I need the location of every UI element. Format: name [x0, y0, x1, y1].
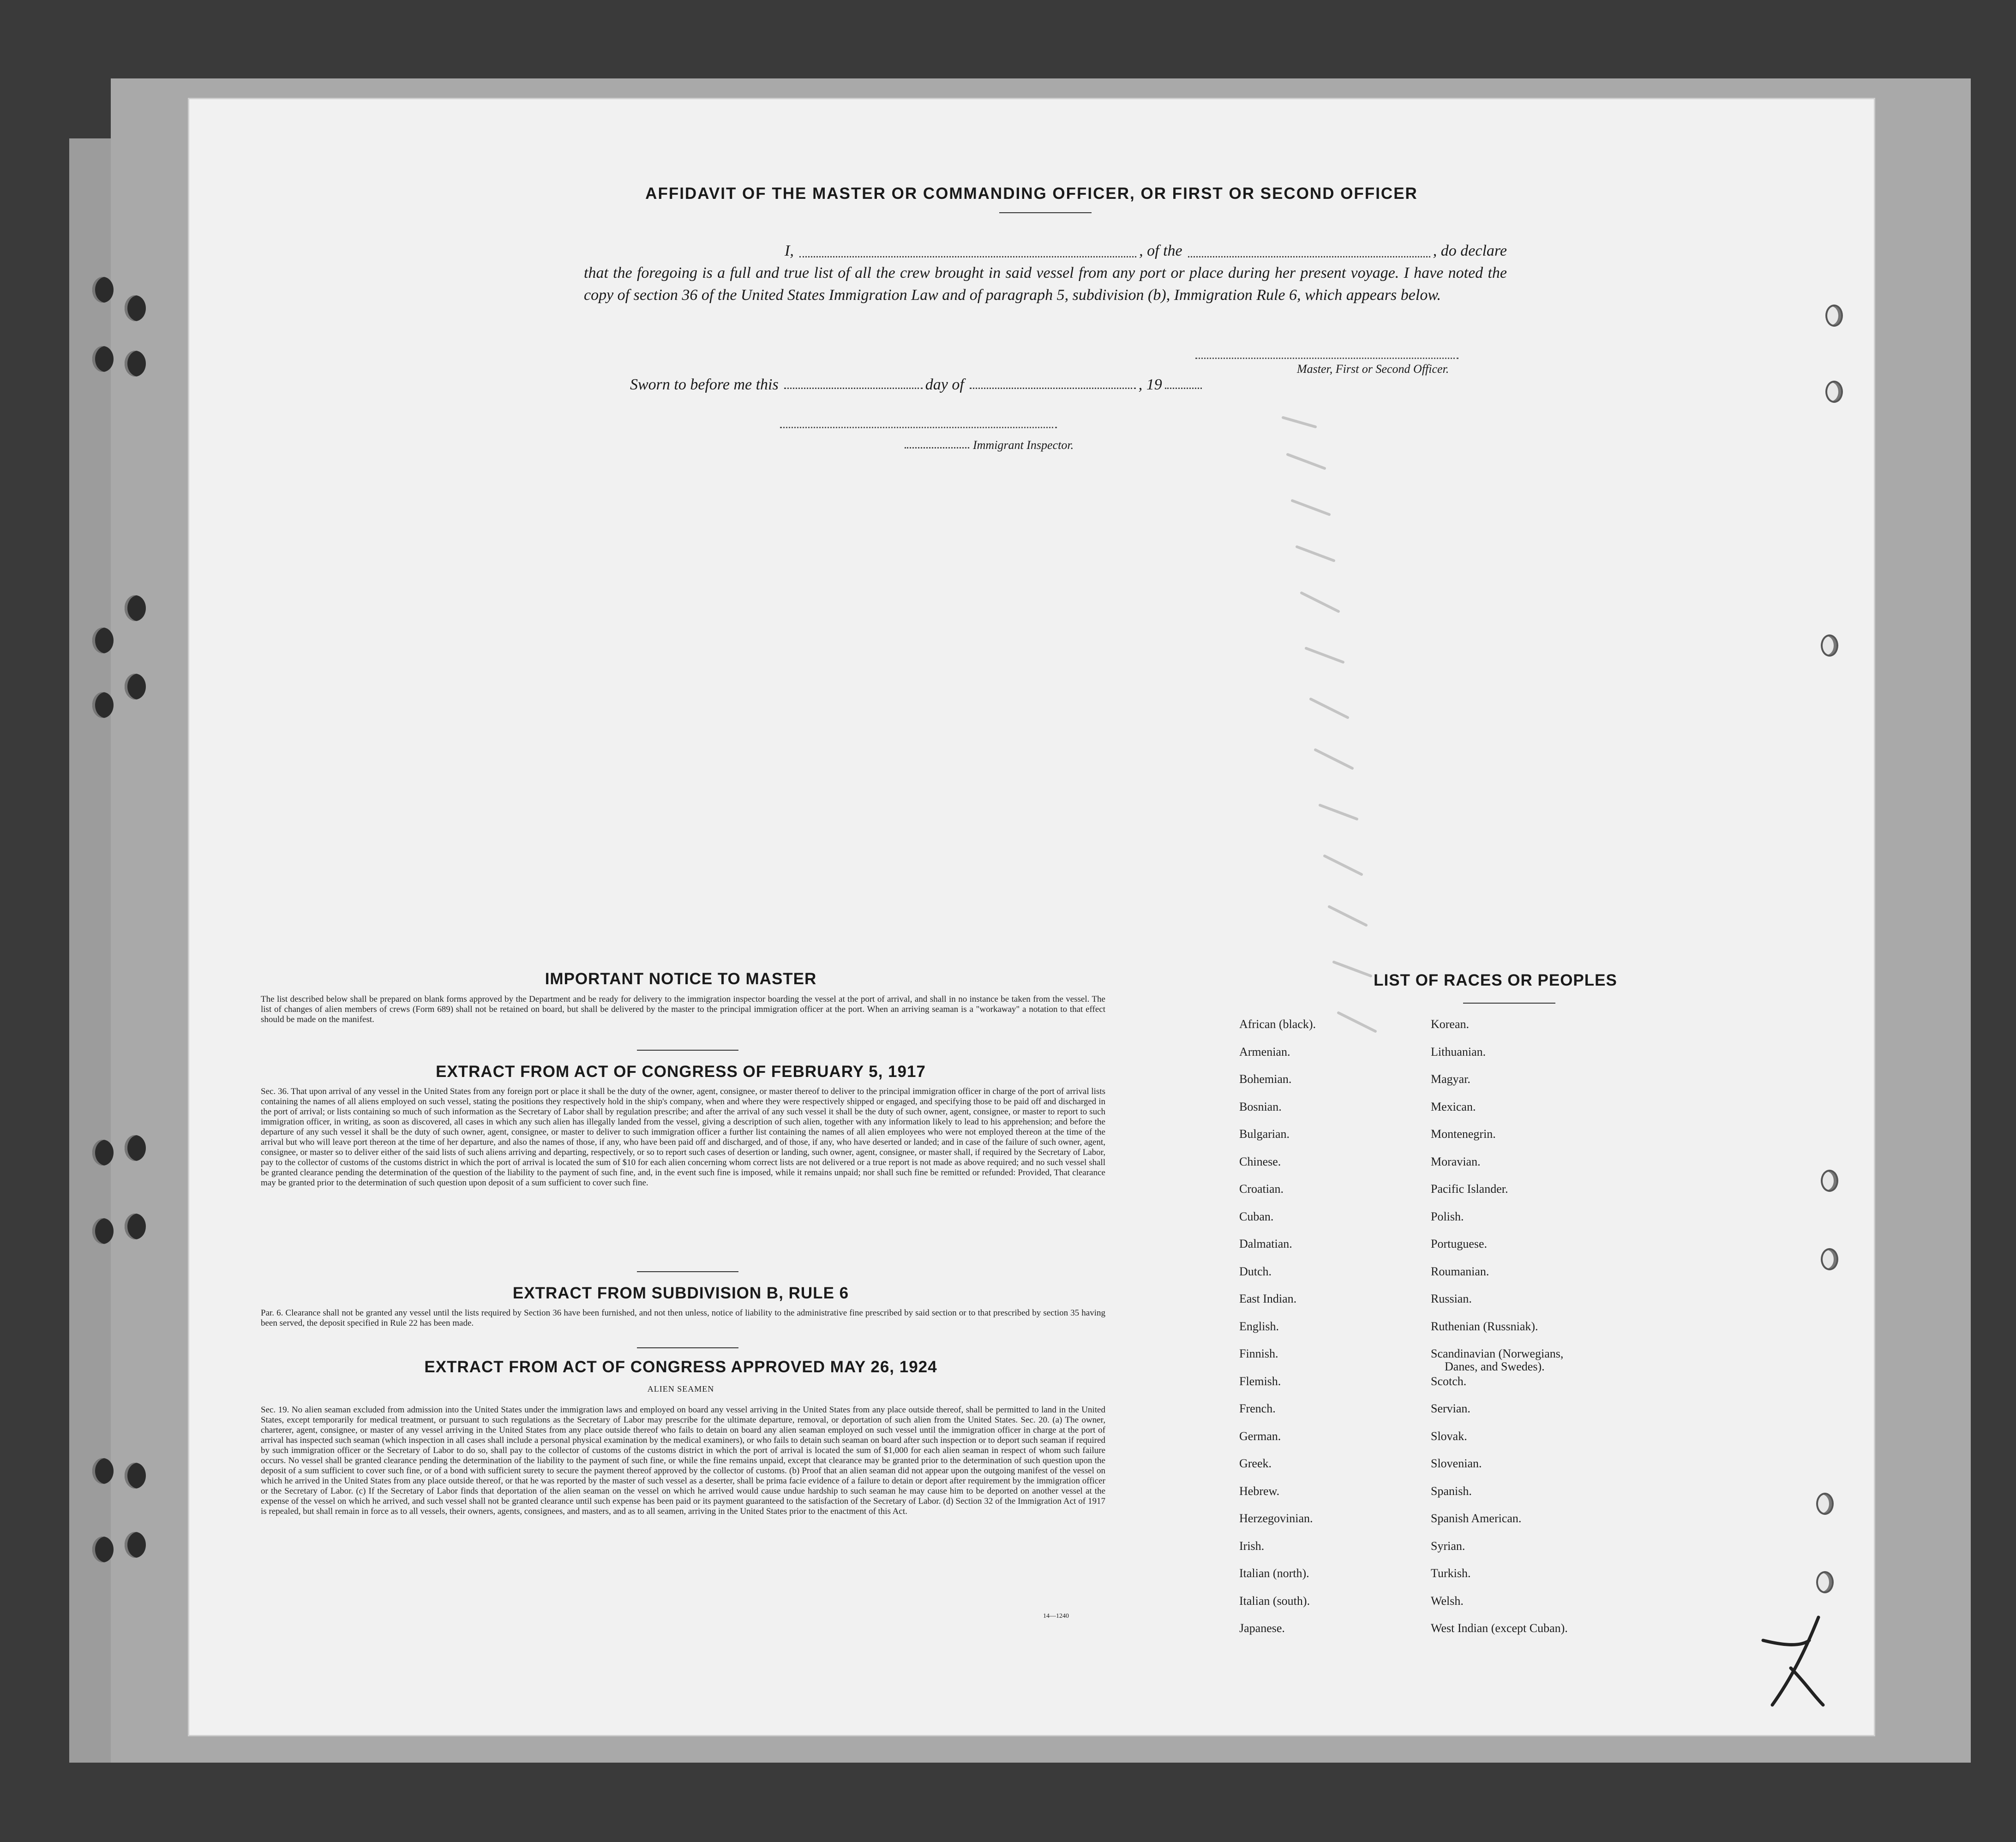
race-item: Irish. — [1239, 1539, 1265, 1553]
handwritten-mark — [1745, 1613, 1837, 1714]
race-item: Slovak. — [1431, 1429, 1467, 1443]
race-item: Japanese. — [1239, 1621, 1285, 1635]
extract-1917-body: Sec. 36. That upon arrival of any vessel in the United States from any foreign port or place it shall be the duty of the owner, agent, consignee, or master thereof to deliver to the principal immigration officer in charge of the port of arrival lists containing the names of all aliens employed on such vessel, stating the positions they respectively hold in the ship's company, when and where they were respectively shipped or engaged, and specifying those to be paid off and discharged in the port of arrival; or lists containing so much of such information as the Secretary of Labor shall by regulation prescribe; and after the arrival of any such vessel it shall be the duty of such owner, agent, consignee, or master to report to such immigration officer, in writing, as soon as discovered, all cases in which any such alien has illegally landed from the vessel, giving a description of such alien, together with any information likely to lead to his apprehension; and before the departure of any such vessel it shall be the duty of such owner, agent, consignee, or master to deliver to such immigration officer a further list containing the names of all alien employees who were not employed thereon at the time of the arrival but who will leave port thereon at the time of her departure, and also the names of those, if any, who have been paid off and discharged, and of those, if any, who have deserted or landed; and in case of the failure of such owner, agent, consignee, or master so to deliver either of the said lists of such aliens arriving and departing, respectively, or so to report such cases of desertion or landing, such owner, agent, consignee, or master shall, if required by the Secretary of Labor, pay to the collector of customs of the customs district in which the port of arrival is located the sum of $10 for each alien concerning whom correct lists are not delivered or a true report is not made as above required; and no such vessel shall be granted clearance pending the determination of the question of the liability to the payment of such fine, and, in the event such fine is imposed, while it remains unpaid; nor shall such fine be remitted or refunded: Provided, That clearance may be granted prior to the determination of such question upon deposit of a sum sufficient to cover such fine. — [261, 1087, 1105, 1188]
extract-1924-body: Sec. 19. No alien seaman excluded from admission into the United States under the immigration laws and employed on board any vessel arriving in the United States from any place outside thereof, shall be permitted to land in the United States, except temporarily for medical treatment, or pursuant to such regulations as the Secretary of Labor may prescribe for the ultimate departure, removal, or deportation of such alien from the United States. Sec. 20. (a) The owner, charterer, agent, consignee, or master of any vessel arriving in the United States from any place outside thereof who fails to detain on board any alien seaman employed on such vessel until the immigration officer in charge at the port of arrival has inspected such seaman (which inspection in all cases shall include a personal physical examination by the medical examiners), or who fails to detain such seaman on board after such inspection or to deport such seaman if required by such immigration officer or the Secretary of Labor to do so, shall pay to the collector of customs of the customs district in which the port of arrival is located the sum of $1,000 for each alien seaman in respect of whom such failure occurs. No vessel shall be granted clearance pending the determination of the liability to the payment of such fine, or while the fine remains unpaid, except that clearance may be granted prior to the determination of such question upon the deposit of a sum sufficient to cover such fine, or of a bond with sufficient surety to secure the payment thereof approved by the collector of customs. (b) Proof that an alien seaman did not appear upon the outgoing manifest of the vessel on which he arrived in the United States from any place outside thereof, or that he was reported by the master of such vessel as a deserter, shall be prima facie evidence of a failure to detain or deport after requirement by the immigration officer or the Secretary of Labor. (c) If the Secretary of Labor finds that deportation of the alien seaman on the vessel on which he arrived would cause undue hardship to such seaman he may cause him to be deported on another vessel at the expense of the vessel on which he arrived, and such vessel shall not be granted clearance until such expense has been paid or its payment guaranteed to the satisfaction of the Secretary of Labor. (d) Section 32 of the Immigration Act of 1917 is repealed, but shall remain in force as to all vessels, their owners, agents, consignees, and masters, and as to all seamen, arriving in the United States prior to the enactment of this Act. — [261, 1405, 1105, 1516]
binder-hole — [125, 1135, 146, 1161]
race-item: Scandinavian (Norwegians, — [1431, 1347, 1564, 1360]
notice-body: The list described below shall be prepared on blank forms approved by the Department and be ready for delivery to the immigration inspector boarding the vessel at the port of arrival, and shall in no instance be taken from the vessel. The list of changes of alien members of crews (Form 689) shall not be retained on board, but shall be delivered by the master to the principal immigration officer at the port. When an arriving seaman is a "workaway" a notation to that effect should be made on the manifest. — [261, 994, 1105, 1024]
binder-hole — [1821, 634, 1838, 657]
affidavit-of-the: , of the — [1139, 242, 1182, 259]
race-item: Bulgarian. — [1239, 1127, 1290, 1141]
race-item: Bohemian. — [1239, 1072, 1292, 1086]
binder-hole — [92, 277, 114, 303]
master-signature-line — [1195, 358, 1458, 359]
affidavit-text — [584, 240, 1507, 306]
affidavit-title: AFFIDAVIT OF THE MASTER OR COMMANDING OFFICER, OR FIRST OR SECOND OFFICER — [645, 185, 1418, 203]
race-item: Lithuanian. — [1431, 1045, 1486, 1059]
affidavit-body: that the foregoing is a full and true list of all the crew brought in said vessel from any port or place during her present voyage. I have noted the copy of section 36 of the United States Immigration Law and of paragraph 5, subdivision (b), Immigration Rule 6, which appears below. — [584, 264, 1507, 304]
inspector-blank — [905, 447, 969, 449]
binder-hole — [92, 1140, 114, 1166]
inspector-label: Immigrant Inspector. — [973, 438, 1074, 452]
race-item-continuation: Danes, and Swedes). — [1445, 1360, 1545, 1373]
race-item: Dalmatian. — [1239, 1237, 1292, 1250]
races-title: LIST OF RACES OR PEOPLES — [1374, 971, 1617, 989]
race-item: East Indian. — [1239, 1292, 1297, 1305]
binder-hole — [125, 674, 146, 700]
race-item: Spanish American. — [1431, 1512, 1522, 1525]
race-item: Polish. — [1431, 1209, 1464, 1223]
race-item: Scotch. — [1431, 1374, 1467, 1388]
binder-hole — [1816, 1493, 1834, 1515]
race-item: Italian (north). — [1239, 1567, 1309, 1580]
race-item: Montenegrin. — [1431, 1127, 1496, 1141]
extract-1924-subtitle: ALIEN SEAMEN — [647, 1384, 714, 1393]
inspector-signature-line — [780, 427, 1057, 428]
binder-hole — [92, 628, 114, 653]
race-item: Finnish. — [1239, 1347, 1278, 1360]
binder-hole — [1825, 305, 1843, 327]
race-item: German. — [1239, 1429, 1281, 1443]
binder-hole — [92, 1218, 114, 1244]
day-blank — [784, 388, 923, 389]
sworn-prefix: Sworn to before me this — [630, 376, 779, 393]
divider — [637, 1271, 738, 1272]
binder-hole — [1821, 1170, 1838, 1192]
binder-hole — [1821, 1248, 1838, 1270]
year-prefix: , 19 — [1138, 376, 1162, 393]
divider — [637, 1050, 738, 1051]
race-item: Mexican. — [1431, 1100, 1476, 1113]
race-item: Servian. — [1431, 1402, 1470, 1415]
race-item: English. — [1239, 1319, 1279, 1333]
race-item: Welsh. — [1431, 1594, 1464, 1608]
master-label: Master, First or Second Officer. — [1297, 362, 1449, 376]
race-item: Slovenian. — [1431, 1457, 1482, 1470]
binder-hole — [125, 351, 146, 377]
divider — [637, 1347, 738, 1348]
race-item: Syrian. — [1431, 1539, 1465, 1553]
binder-hole — [125, 1463, 146, 1489]
binder-hole — [92, 1458, 114, 1484]
race-item: Dutch. — [1239, 1264, 1272, 1278]
form-page — [189, 99, 1874, 1735]
binder-hole — [1825, 381, 1843, 403]
divider — [1463, 1003, 1555, 1004]
day-of: day of — [925, 376, 964, 393]
race-item: Roumanian. — [1431, 1264, 1489, 1278]
race-item: Cuban. — [1239, 1209, 1274, 1223]
race-item: Spanish. — [1431, 1484, 1472, 1498]
extract-1917-title: EXTRACT FROM ACT OF CONGRESS OF FEBRUARY 5, 1917 — [436, 1063, 926, 1081]
sworn-line — [630, 376, 1202, 394]
affidavit-do-declare: , do declare — [1433, 242, 1507, 259]
race-item: Bosnian. — [1239, 1100, 1282, 1113]
binder-hole — [92, 692, 114, 718]
race-item: Armenian. — [1239, 1045, 1290, 1059]
affidavit-first-line — [584, 240, 1507, 262]
race-item: Ruthenian (Russniak). — [1431, 1319, 1538, 1333]
rule6-title: EXTRACT FROM SUBDIVISION B, RULE 6 — [512, 1284, 849, 1302]
binder-hole — [92, 346, 114, 372]
binder-hole — [125, 595, 146, 621]
binder-hole — [125, 1532, 146, 1558]
race-item: Portuguese. — [1431, 1237, 1488, 1250]
race-item: Flemish. — [1239, 1374, 1281, 1388]
race-item: Russian. — [1431, 1292, 1472, 1305]
race-item: French. — [1239, 1402, 1276, 1415]
race-item: Pacific Islander. — [1431, 1182, 1508, 1196]
extract-1924-title: EXTRACT FROM ACT OF CONGRESS APPROVED MAY 26, 1924 — [424, 1358, 937, 1376]
race-item: Magyar. — [1431, 1072, 1470, 1086]
binder-hole — [125, 1214, 146, 1239]
year-blank — [1165, 388, 1202, 389]
races-right-column — [1431, 1017, 1754, 1635]
race-item: Hebrew. — [1239, 1484, 1280, 1498]
notice-title: IMPORTANT NOTICE TO MASTER — [545, 970, 817, 988]
affidavit-i: I, — [785, 242, 794, 259]
race-item: West Indian (except Cuban). — [1431, 1621, 1568, 1635]
race-item: African (black). — [1239, 1017, 1316, 1031]
binder-hole — [92, 1537, 114, 1562]
inspector-line — [905, 438, 1074, 452]
race-item: Italian (south). — [1239, 1594, 1310, 1608]
vessel-blank — [1188, 256, 1430, 257]
race-item: Korean. — [1431, 1017, 1470, 1031]
race-item: Croatian. — [1239, 1182, 1284, 1196]
name-blank — [799, 256, 1136, 257]
rule6-body: Par. 6. Clearance shall not be granted any vessel until the lists required by Section 36 have been furnished, and not then unless, notice of liability to the administrative fine prescribed by said section or to that prescribed by section 35 having been served, the deposit specified in Rule 22 has been made. — [261, 1308, 1105, 1328]
binder-hole — [1816, 1571, 1834, 1593]
race-item: Moravian. — [1431, 1154, 1481, 1168]
month-blank — [970, 388, 1136, 389]
divider — [999, 212, 1092, 213]
race-item: Turkish. — [1431, 1567, 1471, 1580]
form-number: 14—1240 — [1043, 1613, 1069, 1620]
binder-hole — [125, 295, 146, 321]
race-item: Greek. — [1239, 1457, 1272, 1470]
race-item: Herzegovinian. — [1239, 1512, 1313, 1525]
race-item: Chinese. — [1239, 1154, 1281, 1168]
